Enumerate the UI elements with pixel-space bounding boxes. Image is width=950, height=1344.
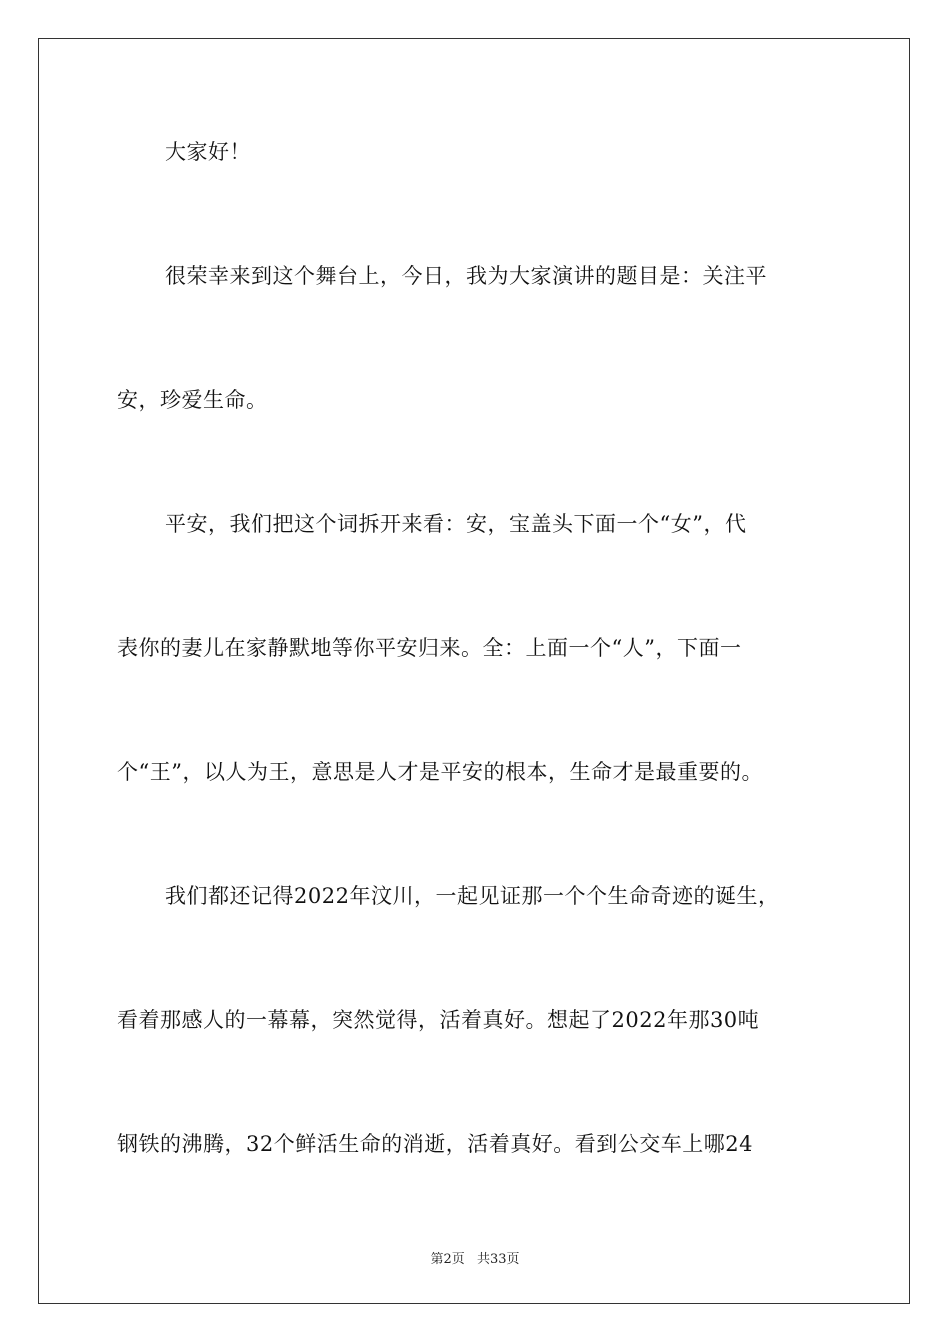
paragraph-line-9: 钢铁的沸腾，32个鲜活生命的消逝，活着真好。看到公交车上哪24: [117, 1132, 753, 1156]
page-border: [38, 38, 910, 1304]
paragraph-line-2: 很荣幸来到这个舞台上，今日，我为大家演讲的题目是：关注平: [165, 264, 767, 288]
page-number: 第2页: [430, 1252, 465, 1267]
page-footer: [0, 1248, 950, 1267]
paragraph-line-6: 个“王”，以人为王，意思是人才是平安的根本，生命才是最重要的。: [117, 760, 763, 784]
paragraph-line-8: 看着那感人的一幕幕，突然觉得，活着真好。想起了2022年那30吨: [117, 1008, 760, 1032]
paragraph-line-3: 安，珍爱生命。: [117, 388, 268, 412]
paragraph-line-4: 平安，我们把这个词拆开来看：安，宝盖头下面一个“女”，代: [165, 512, 747, 536]
total-pages: 共33页: [476, 1252, 520, 1267]
paragraph-line-7: 我们都还记得2022年汶川，一起见证那一个个生命奇迹的诞生，: [165, 884, 780, 908]
paragraph-line-1: 大家好！: [165, 140, 251, 164]
paragraph-line-5: 表你的妻儿在家静默地等你平安归来。全：上面一个“人”，下面一: [117, 636, 742, 660]
